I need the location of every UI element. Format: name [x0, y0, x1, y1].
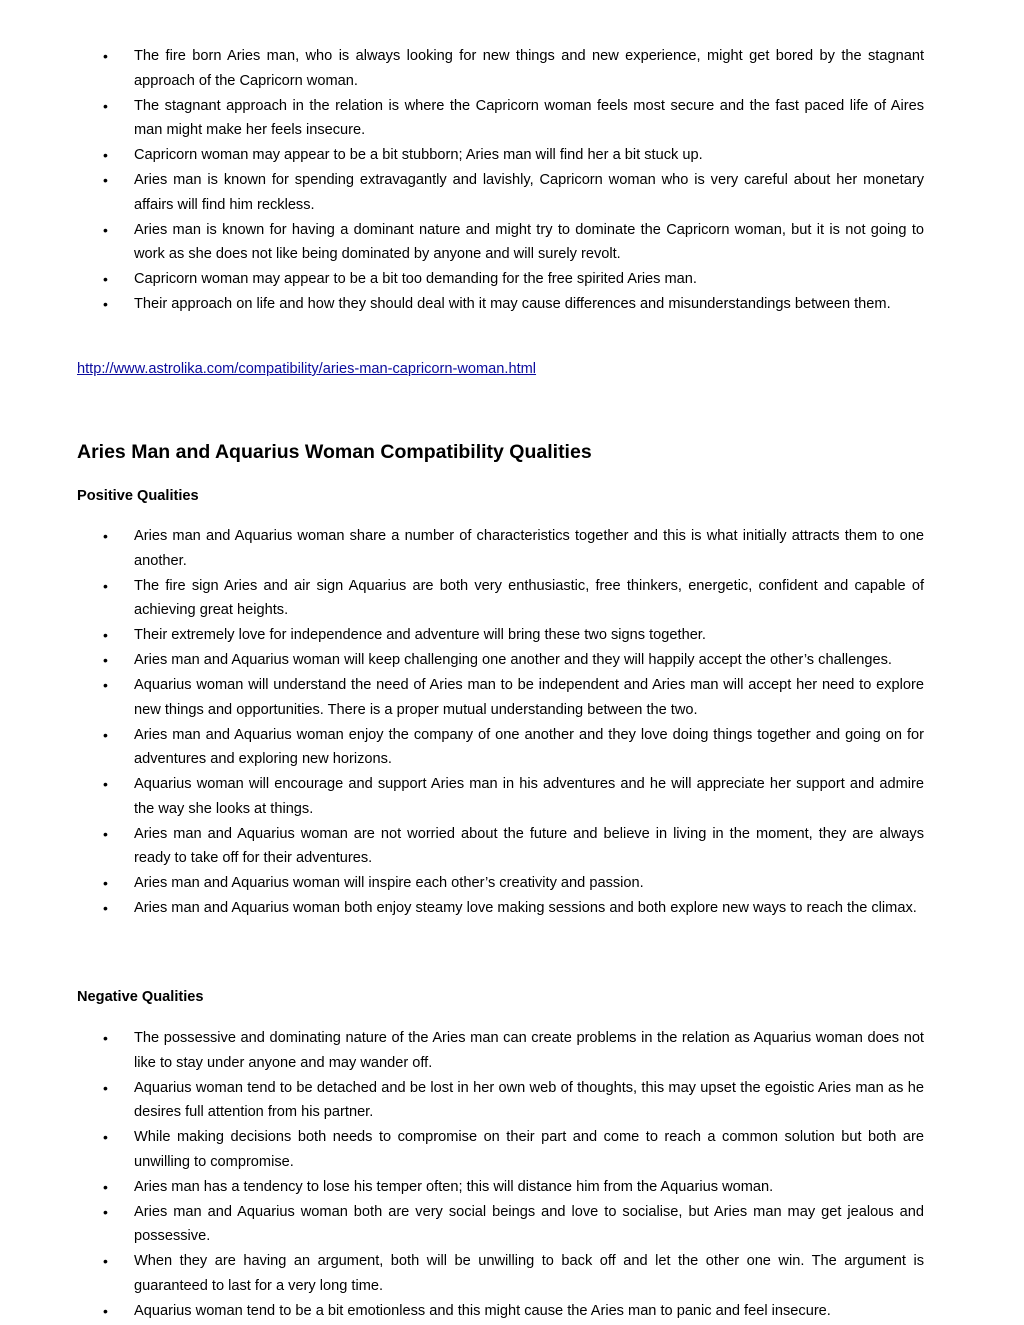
bullet-icon: •	[103, 825, 108, 842]
list-item-text: Their extremely love for independence and adventure will bring these two signs together.	[134, 627, 706, 644]
list-item	[0, 1026, 924, 1075]
list-item-text: Aries man and Aquarius woman will inspire each other’s creativity and passion.	[134, 875, 644, 892]
bullet-icon: •	[103, 1253, 108, 1270]
bullet-icon: •	[103, 677, 108, 694]
list-item-text: Aries man and Aquarius woman both enjoy steamy love making sessions and both explore new ways to reach the climax.	[134, 900, 917, 917]
bullet-icon: •	[103, 1079, 108, 1096]
list-item	[0, 94, 924, 143]
bullet-icon: •	[103, 1129, 108, 1146]
bullet-icon: •	[103, 1030, 108, 1046]
list-item-text: Aquarius woman will encourage and support Aries man in his adventures and he will appreciate her support and admire the way she looks at things.	[134, 776, 924, 817]
list-item-text: The fire sign Aries and air sign Aquarius are both very enthusiastic, free thinkers, energetic, confident and capable of achieving great heights.	[134, 577, 924, 619]
list-item	[0, 143, 924, 168]
list-item-text: Aries man and Aquarius woman will keep challenging one another and they will happily accept the other’s challenges.	[134, 652, 892, 669]
list-item	[0, 44, 924, 93]
capricorn-negative-list	[0, 44, 1024, 317]
bullet-icon: •	[103, 48, 108, 64]
negative-qualities-list	[0, 1026, 1024, 1324]
bullet-icon: •	[103, 147, 108, 164]
bullet-icon: •	[103, 627, 108, 644]
positive-qualities-heading: Positive Qualities	[77, 488, 199, 504]
bullet-icon: •	[103, 900, 108, 917]
list-item-text: Capricorn woman may appear to be a bit stubborn; Aries man will find her a bit stuck up.	[134, 147, 703, 164]
list-item-text: Aquarius woman will understand the need of Aries man to be independent and Aries man will accept her need to explore new things and opportunities. There is a proper mutual understanding between the two.	[134, 677, 924, 718]
bullet-icon: •	[103, 652, 108, 669]
bullet-icon: •	[103, 875, 108, 892]
list-item	[0, 292, 924, 317]
list-item-text: The fire born Aries man, who is always looking for new things and new experience, might get bored by the stagnant approach of the Capricorn woman.	[134, 48, 924, 89]
bullet-icon: •	[103, 1203, 108, 1220]
bullet-icon: •	[103, 271, 108, 288]
list-item-text: While making decisions both needs to compromise on their part and come to reach a common solution but both are unwilling to compromise.	[134, 1129, 924, 1170]
list-item	[0, 168, 924, 217]
list-item-text: Aquarius woman tend to be detached and be lost in her own web of thoughts, this may upset the egoistic Aries man as he desires full attention from his partner.	[134, 1079, 924, 1121]
bullet-icon: •	[103, 1178, 108, 1195]
bullet-icon: •	[103, 1302, 108, 1319]
list-item-text: When they are having an argument, both will be unwilling to back off and let the other one win. The argument is guaranteed to last for a very long time.	[134, 1253, 924, 1294]
bullet-icon: •	[103, 97, 108, 114]
bullet-icon: •	[103, 221, 108, 238]
list-item	[0, 673, 924, 722]
list-item-text: The possessive and dominating nature of the Aries man can create problems in the relation as Aquarius woman does not like to stay under anyone and may wander off.	[134, 1030, 924, 1071]
bullet-icon: •	[103, 776, 108, 793]
list-item-text: Capricorn woman may appear to be a bit too demanding for the free spirited Aries man.	[134, 271, 697, 288]
list-item-text: Aries man is known for spending extravagantly and lavishly, Capricorn woman who is very careful about her monetary affairs will find him reckless.	[134, 172, 924, 213]
list-item-text: Aries man and Aquarius woman are not worried about the future and believe in living in the moment, they are always ready to take off for their adventures.	[134, 825, 924, 867]
negative-qualities-heading: Negative Qualities	[77, 989, 204, 1005]
bullet-icon: •	[103, 726, 108, 743]
bullet-icon: •	[103, 528, 108, 544]
list-item-text: Aquarius woman tend to be a bit emotionless and this might cause the Aries man to panic and feel insecure.	[134, 1302, 831, 1319]
bullet-icon: •	[103, 577, 108, 594]
list-item	[0, 524, 924, 573]
list-item	[0, 1200, 924, 1249]
section-title: Aries Man and Aquarius Woman Compatibility Qualities	[77, 441, 592, 463]
list-item-text: The stagnant approach in the relation is where the Capricorn woman feels most secure and the fast paced life of Aires man might make her feels insecure.	[134, 97, 924, 139]
list-item-text: Aries man is known for having a dominant nature and might try to dominate the Capricorn woman, but it is not going to work as she does not like being dominated by anyone and will surely revolt.	[134, 221, 924, 263]
list-item	[0, 871, 924, 896]
list-item	[0, 648, 924, 673]
list-item	[0, 772, 924, 821]
list-item	[0, 1076, 924, 1125]
bullet-icon: •	[103, 296, 108, 313]
list-item	[0, 1125, 924, 1174]
list-item-text: Aries man and Aquarius woman share a number of characteristics together and this is what initially attracts them to one another.	[134, 528, 924, 569]
source-link[interactable]: http://www.astrolika.com/compatibility/aries-man-capricorn-woman.html	[77, 361, 537, 377]
list-item	[0, 896, 924, 921]
list-item	[0, 822, 924, 871]
list-item-text: Their approach on life and how they should deal with it may cause differences and misunderstandings between them.	[134, 296, 891, 313]
list-item-text: Aries man and Aquarius woman enjoy the company of one another and they love doing things together and going on for adventures and exploring new horizons.	[134, 726, 924, 768]
list-item-text: Aries man has a tendency to lose his temper often; this will distance him from the Aquarius woman.	[134, 1178, 774, 1195]
list-item	[0, 1249, 924, 1298]
positive-qualities-list	[0, 524, 1024, 921]
bullet-icon: •	[103, 172, 108, 189]
list-item	[0, 218, 924, 267]
list-item	[0, 723, 924, 772]
list-item	[0, 1175, 924, 1200]
list-item-text: Aries man and Aquarius woman both are very social beings and love to socialise, but Aries man may get jealous and possessive.	[134, 1203, 924, 1245]
list-item	[0, 574, 924, 623]
list-item	[0, 1299, 924, 1324]
list-item	[0, 623, 924, 648]
list-item	[0, 267, 924, 292]
